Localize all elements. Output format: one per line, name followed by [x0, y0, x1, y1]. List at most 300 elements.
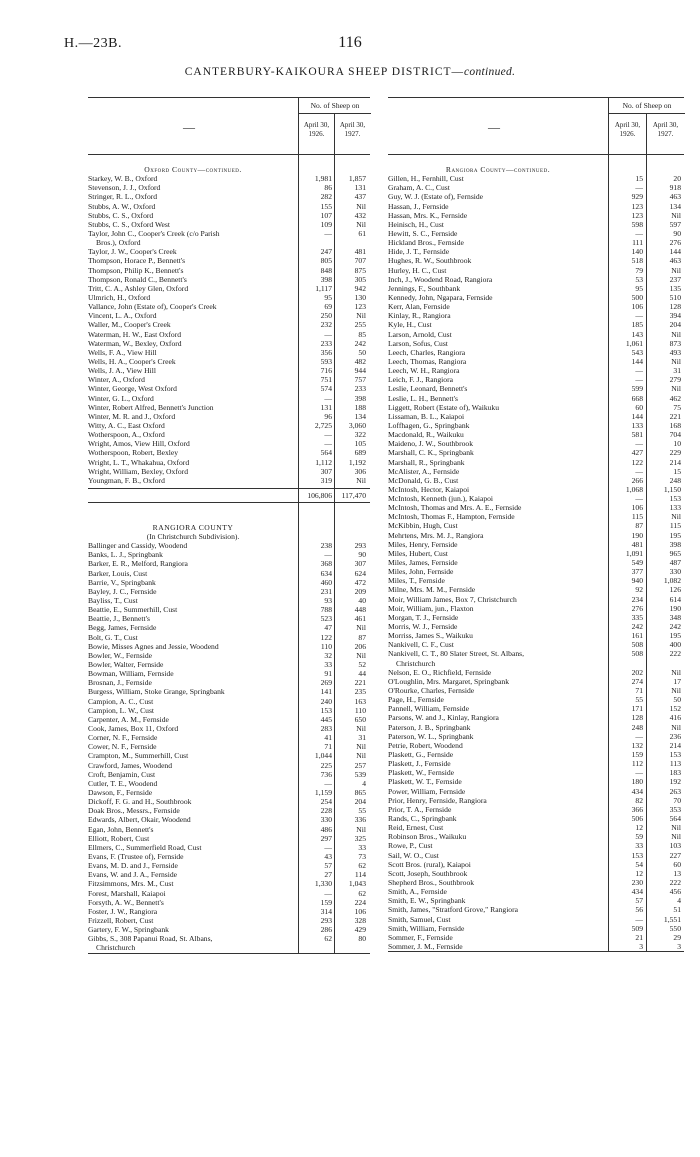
- owner-name: Plaskett, G., Fernside: [388, 750, 454, 759]
- sheep-1927: 15: [673, 466, 681, 476]
- sheep-1926: 238: [320, 541, 332, 551]
- table-row: [88, 394, 370, 403]
- owner-name: Rands, C., Springbank: [388, 813, 457, 823]
- table-row: [88, 806, 370, 815]
- sheep-1926: 240: [320, 696, 332, 706]
- left-column: [88, 97, 370, 954]
- table-row: [388, 467, 684, 476]
- table-row: [88, 357, 370, 366]
- owner-name: Stubbs, C. S., Oxford: [88, 210, 154, 220]
- sheep-1926: 434: [631, 786, 643, 796]
- title-main: CANTERBURY-KAIKOURA SHEEP DISTRICT—: [184, 66, 465, 78]
- sheep-1927: 1,043: [348, 879, 366, 889]
- owner-name: Wright, Amos, View Hill, Oxford: [88, 439, 190, 449]
- owner-name: Hughes, R. W., Southbrook: [388, 256, 472, 266]
- table-row: [388, 832, 684, 841]
- sheep-1926: 15: [635, 174, 643, 184]
- sheep-1926: 109: [320, 219, 332, 229]
- sheep-1926: 319: [320, 475, 332, 485]
- sheep-1926: 242: [631, 622, 643, 632]
- sheep-1927: 131: [354, 183, 366, 193]
- section-heading: Rangiora County—continued.: [445, 165, 551, 174]
- sheep-1927: 481: [354, 247, 366, 257]
- owner-name: Bayliss, T., Cust: [88, 596, 138, 606]
- table-row: [88, 587, 370, 596]
- right-column: [388, 97, 684, 952]
- table-row: [388, 695, 684, 704]
- sheep-1927: 416: [669, 713, 681, 723]
- table-row: [88, 852, 370, 861]
- owner-name: Winter, George, West Oxford: [88, 384, 177, 394]
- sheep-1926: 33: [324, 660, 332, 670]
- owner-name: Scott Bros. (rural), Kaiapoi: [388, 859, 471, 869]
- sheep-1927: 113: [669, 759, 681, 769]
- totals-row: [88, 488, 370, 503]
- table-row: [88, 266, 370, 275]
- table-row: [88, 660, 370, 669]
- table-row: [388, 421, 684, 430]
- table-row: [88, 870, 370, 879]
- table-row: [388, 275, 684, 284]
- sheep-1926: 57: [324, 861, 332, 871]
- owner-name: Waterman, H. W., East Oxford: [88, 329, 182, 339]
- sheep-1927: 461: [354, 614, 366, 624]
- owner-name: Campion, L. W., Cust: [88, 705, 155, 715]
- sheep-1926: —: [324, 842, 332, 852]
- table-row: [388, 713, 684, 722]
- sheep-1927: 4: [362, 778, 366, 788]
- table-row: [88, 448, 370, 457]
- owner-name: Gartery, F. W., Springbank: [88, 925, 169, 935]
- owner-name: Crawford, James, Woodend: [88, 760, 173, 770]
- sheep-1926: 509: [631, 923, 643, 933]
- sheep-1927: Nil: [671, 823, 681, 833]
- owner-name: Milne, Mrs. M. M., Fernside: [388, 585, 476, 595]
- sheep-1927: 195: [669, 530, 681, 540]
- owner-name: Kennedy, John, Ngapara, Fernside: [388, 292, 493, 302]
- table-row: [88, 302, 370, 311]
- table-row: [88, 229, 370, 238]
- sheep-1926: —: [324, 550, 332, 560]
- owner-name: Smith, E. W., Springbank: [388, 896, 466, 906]
- sheep-1927: 1,551: [663, 914, 681, 924]
- sheep-1926: 69: [324, 302, 332, 312]
- sheep-1927: 192: [669, 777, 681, 787]
- sheep-1926: 132: [631, 740, 643, 750]
- table-row: [388, 448, 684, 457]
- sheep-1926: 27: [324, 870, 332, 880]
- sheep-1927: Nil: [671, 667, 681, 677]
- sheep-1926: 133: [631, 420, 643, 430]
- owner-name: Miles, T., Fernside: [388, 576, 445, 586]
- table-row: [388, 805, 684, 814]
- sheep-1927: 263: [669, 786, 681, 796]
- sheep-1927: 539: [354, 769, 366, 779]
- owner-name: Thompson, Philip K., Bennett's: [88, 265, 184, 275]
- sheep-1927: 400: [669, 640, 681, 650]
- sheep-1927: 463: [669, 192, 681, 202]
- sheep-1927: 432: [354, 210, 366, 220]
- sheep-1926: 231: [320, 586, 332, 596]
- table-row: [388, 357, 684, 366]
- owner-name: Inch, J., Woodend Road, Rangiora: [388, 274, 493, 284]
- table-row: [388, 595, 684, 604]
- owner-name: Nankivell, C. T., 80 Slater Street, St. Albans,: [388, 649, 524, 659]
- sheep-1926: 286: [320, 925, 332, 935]
- table-header: [388, 97, 684, 155]
- owner-name: Bolt, G. T., Cust: [88, 632, 138, 642]
- owner-name: Stevenson, J. J., Oxford: [88, 183, 161, 193]
- table-row: [388, 412, 684, 421]
- sheep-1927: 51: [673, 905, 681, 915]
- owner-name: Edwards, Albert, Okair, Woodend: [88, 815, 191, 825]
- table-row: [88, 889, 370, 898]
- sheep-1927: 3,060: [348, 420, 366, 430]
- table-row: [88, 596, 370, 605]
- sheep-1927: 707: [354, 256, 366, 266]
- table-row: [388, 768, 684, 777]
- sheep-1927: 168: [669, 420, 681, 430]
- sheep-1927: 330: [669, 567, 681, 577]
- owner-name: McAlister, A., Fernside: [388, 466, 460, 476]
- sheep-1927: 1,192: [348, 457, 366, 467]
- sheep-1926: 549: [631, 558, 643, 568]
- sheep-1927: 448: [354, 605, 366, 615]
- owner-name: O'Loughlin, Mrs. Margaret, Springbank: [388, 676, 510, 686]
- table-row: [388, 531, 684, 540]
- owner-name: Larson, Sofus, Cust: [388, 338, 448, 348]
- owner-name: Hickland Bros., Fernside: [388, 238, 464, 248]
- sheep-1927: 597: [669, 219, 681, 229]
- sheep-1926: 12: [635, 868, 643, 878]
- owner-name: Starkey, W. B., Oxford: [88, 174, 158, 184]
- sheep-1927: Nil: [671, 329, 681, 339]
- owner-name: Larson, Arnold, Cust: [388, 329, 452, 339]
- sheep-1927: 279: [669, 375, 681, 385]
- sheep-1926: 33: [635, 841, 643, 851]
- sheep-1927: 325: [354, 833, 366, 843]
- sheep-1927: 875: [354, 265, 366, 275]
- sheep-1927: 60: [673, 859, 681, 869]
- sheep-1927: 942: [354, 283, 366, 293]
- sheep-1927: 4: [677, 896, 681, 906]
- sheep-1927: 221: [669, 411, 681, 421]
- table-row: [88, 550, 370, 559]
- table-row: [388, 704, 684, 713]
- owner-name: Plaskett, J., Fernside: [388, 759, 451, 769]
- sheep-1926: 107: [320, 210, 332, 220]
- table-row: [88, 174, 370, 183]
- sheep-1926: 1,061: [625, 338, 643, 348]
- sheep-1926: 368: [320, 559, 332, 569]
- sheep-1926: —: [324, 393, 332, 403]
- sheep-1926: 377: [631, 567, 643, 577]
- sheep-1927: 307: [354, 559, 366, 569]
- sheep-1927: 62: [358, 888, 366, 898]
- sheep-1927: 134: [669, 201, 681, 211]
- sheep-1926: —: [324, 430, 332, 440]
- title-continued: continued.: [464, 66, 516, 78]
- sheep-1926: 940: [631, 576, 643, 586]
- table-row: [88, 779, 370, 788]
- sheep-1927: 463: [669, 256, 681, 266]
- sheep-1927: 322: [354, 430, 366, 440]
- sheep-1927: 40: [358, 596, 366, 606]
- sheep-1927: 1,857: [348, 174, 366, 184]
- sheep-1926: 460: [320, 577, 332, 587]
- table-row: [88, 183, 370, 192]
- owner-name: Bowie, Misses Agnes and Jessie, Woodend: [88, 641, 219, 651]
- owner-name: Elliott, Robert, Cust: [88, 833, 150, 843]
- owner-name: Corner, N. F., Fernside: [88, 733, 158, 743]
- owner-name: Leech, Charles, Rangiora: [388, 347, 466, 357]
- sheep-1926: 144: [631, 356, 643, 366]
- table-row: [388, 869, 684, 878]
- sheep-1926: 225: [320, 760, 332, 770]
- sheep-1927: 144: [669, 247, 681, 257]
- sheep-1926: 848: [320, 265, 332, 275]
- table-row: [88, 293, 370, 302]
- sheep-1926: 266: [631, 475, 643, 485]
- owner-name: Prior, T. A., Fernside: [388, 804, 452, 814]
- table-row: [388, 202, 684, 211]
- owner-name: Moir, William James, Box 7, Christchurch: [388, 594, 517, 604]
- table-row: [88, 348, 370, 357]
- table-row: [388, 549, 684, 558]
- owner-name: Hassan, Mrs. K., Fernside: [388, 210, 468, 220]
- owner-name: Ellmers, C., Summerfield Road, Cust: [88, 842, 202, 852]
- sheep-1926: 508: [631, 649, 643, 659]
- sheep-1926: 356: [320, 347, 332, 357]
- sheep-1926: 41: [324, 733, 332, 743]
- owner-name: Nelson, E. O., Richfield, Fernside: [388, 667, 492, 677]
- sheep-1927: 133: [669, 503, 681, 513]
- sheep-1927: 437: [354, 192, 366, 202]
- table-row: [388, 458, 684, 467]
- sheep-1926: 106: [631, 503, 643, 513]
- sheep-1927: 62: [358, 861, 366, 871]
- owner-name: Morgan, T. J., Fernside: [388, 612, 459, 622]
- owner-name: Hewitt, S. C., Fernside: [388, 228, 458, 238]
- sheep-1927: 328: [354, 915, 366, 925]
- sheep-1927: 90: [673, 228, 681, 238]
- col-1926-header: April 30, 1926.: [608, 113, 646, 154]
- sheep-1926: 232: [320, 320, 332, 330]
- table-row: [388, 851, 684, 860]
- owner-name: Shepherd Bros., Southbrook: [388, 877, 475, 887]
- sheep-1926: 71: [635, 686, 643, 696]
- sheep-1926: 297: [320, 833, 332, 843]
- owner-name: Wells, H. A., Cooper's Creek: [88, 356, 176, 366]
- table-row: [88, 384, 370, 393]
- sheep-1927: 487: [669, 558, 681, 568]
- table-row: [388, 494, 684, 503]
- table-row: [88, 238, 370, 247]
- sheep-1926: 598: [631, 219, 643, 229]
- owner-name: Morris, W. J., Fernside: [388, 622, 458, 632]
- owner-name: Evans, F. (Trustee of), Fernside: [88, 851, 184, 861]
- report-reference: H.—23B.: [64, 36, 122, 51]
- sheep-1926: 736: [320, 769, 332, 779]
- owner-name: Bowler, W., Fernside: [88, 650, 153, 660]
- sheep-1927: 3: [677, 941, 681, 951]
- sheep-1926: 79: [635, 265, 643, 275]
- owner-name: Barker, E. R., Melford, Rangiora: [88, 559, 188, 569]
- table-row: [388, 174, 684, 183]
- table-row: [388, 677, 684, 686]
- table-row: [388, 686, 684, 695]
- owner-name: Witty, A. C., East Oxford: [88, 420, 165, 430]
- sheep-1926: 1,117: [315, 283, 332, 293]
- sheep-1926: 2,725: [314, 420, 332, 430]
- sheep-1926: —: [635, 466, 643, 476]
- sheep-1927: 229: [669, 448, 681, 458]
- table-row: [88, 898, 370, 907]
- sheep-1926: 434: [631, 887, 643, 897]
- table-row: [388, 878, 684, 887]
- table-row: [388, 394, 684, 403]
- owner-name: McIntosh, Hector, Kaiapoi: [388, 484, 470, 494]
- owner-name: Pannell, William, Fernside: [388, 704, 469, 714]
- table-row: [388, 585, 684, 594]
- table-row: [88, 697, 370, 706]
- sheep-1926: —: [324, 888, 332, 898]
- col-1927-header: April 30, 1927.: [646, 113, 684, 154]
- page-number: 116: [338, 34, 362, 51]
- sheep-1927: 87: [358, 632, 366, 642]
- sheep-1926: 53: [635, 274, 643, 284]
- table-row: [88, 211, 370, 220]
- owner-name: Bowman, William, Fernside: [88, 669, 174, 679]
- table-row: [88, 330, 370, 339]
- sheep-1927: 462: [669, 393, 681, 403]
- sheep-1926: 122: [631, 457, 643, 467]
- owner-name: Youngman, F. B., Oxford: [88, 475, 165, 485]
- table-row: [388, 933, 684, 942]
- sheep-1927: 126: [669, 585, 681, 595]
- sheep-1926: 293: [320, 915, 332, 925]
- owner-name: Barrie, V., Springbank: [88, 577, 156, 587]
- sheep-1927: 1,150: [663, 484, 681, 494]
- left-table-body: [88, 155, 370, 954]
- table-row: [88, 320, 370, 329]
- table-row: [388, 796, 684, 805]
- sheep-1927: Nil: [356, 824, 366, 834]
- owner-name: Gillen, H., Fernhill, Cust: [388, 174, 464, 184]
- table-row: [88, 879, 370, 888]
- table-row: [388, 512, 684, 521]
- owner-name: Wotherspoon, Robert, Bexley: [88, 448, 179, 458]
- sheep-1926: 96: [324, 411, 332, 421]
- owner-name: Hassan, J., Fernside: [388, 201, 449, 211]
- owner-name: Leslie, L. H., Bennett's: [388, 393, 458, 403]
- sheep-1927: 52: [358, 660, 366, 670]
- owner-name: Kinlay, R., Rangiora: [388, 311, 451, 321]
- table-row: [388, 604, 684, 613]
- sheep-1926: 93: [324, 596, 332, 606]
- owner-name: Winter, A., Oxford: [88, 375, 145, 385]
- table-row: [388, 942, 684, 951]
- sheep-1927: 242: [354, 338, 366, 348]
- sheep-1927: 123: [354, 302, 366, 312]
- total-1926: 106,806: [307, 490, 332, 500]
- sheep-1927: 152: [669, 704, 681, 714]
- sheep-1926: 427: [631, 448, 643, 458]
- owner-name: Ulmrich, H., Oxford: [88, 292, 151, 302]
- sheep-1927: 130: [354, 292, 366, 302]
- owner-name: Frizzell, Robert, Cust: [88, 915, 154, 925]
- table-row: [388, 622, 684, 631]
- sheep-1926: 307: [320, 466, 332, 476]
- owner-name: Smith, James, "Stratford Grove," Rangiora: [388, 905, 518, 915]
- sheep-1926: 788: [320, 605, 332, 615]
- sheep-1927: Nil: [671, 512, 681, 522]
- sheep-1927: Nil: [356, 650, 366, 660]
- owner-name: Brosnan, J., Fernside: [88, 678, 152, 688]
- table-row: [88, 256, 370, 265]
- sheep-1926: 115: [631, 512, 643, 522]
- table-row: [388, 229, 684, 238]
- sheep-1926: 180: [631, 777, 643, 787]
- table-row: [388, 348, 684, 357]
- owner-name: Liggett, Robert (Estate of), Waikuku: [388, 402, 500, 412]
- table-row: [88, 412, 370, 421]
- owner-name: Barker, Louis, Cust: [88, 568, 148, 578]
- sheep-1926: 1,159: [314, 788, 332, 797]
- sheep-1927: 90: [358, 550, 366, 560]
- owner-name: Winter, Robert Alfred, Bennett's Junction: [88, 402, 214, 412]
- owner-name: Stubbs, A. W., Oxford: [88, 201, 156, 211]
- sheep-1927: 306: [354, 466, 366, 476]
- sheep-1927: 50: [358, 347, 366, 357]
- owner-name: Plaskett, W., Fernside: [388, 768, 455, 778]
- table-row: [88, 476, 370, 485]
- sheep-1926: 56: [635, 905, 643, 915]
- sheep-1927: 353: [669, 804, 681, 814]
- table-row: [88, 614, 370, 623]
- sheep-1927: 75: [673, 402, 681, 412]
- sheep-1927: Nil: [356, 742, 366, 752]
- sheep-1927: Nil: [671, 832, 681, 842]
- owner-name: Begg, James, Fernside: [88, 623, 157, 633]
- owner-name: Hide, J. T., Fernside: [388, 247, 450, 257]
- col-1927-header: April 30, 1927.: [334, 113, 370, 154]
- sheep-1926: 82: [635, 795, 643, 805]
- sheep-1926: 57: [635, 896, 643, 906]
- owner-name: Bros.), Oxford: [96, 238, 141, 248]
- sheep-1926: 751: [320, 375, 332, 385]
- sheep-1926: 190: [631, 530, 643, 540]
- table-row: [88, 467, 370, 476]
- owner-name: Crampton, M., Summerhill, Cust: [88, 751, 189, 761]
- table-row: [388, 723, 684, 732]
- sheep-1926: 131: [320, 402, 332, 412]
- sheep-1927: 944: [354, 366, 366, 376]
- sheep-1927: 429: [354, 925, 366, 935]
- table-row: [88, 678, 370, 687]
- sheep-1926: 314: [320, 906, 332, 916]
- sheep-1926: 481: [631, 539, 643, 549]
- owner-name: Waterman, W., Bexley, Oxford: [88, 338, 182, 348]
- table-row: [388, 841, 684, 850]
- sheep-1927: 128: [669, 302, 681, 312]
- sheep-1927: 394: [669, 311, 681, 321]
- owner-name: Campion, A. C., Cust: [88, 696, 154, 706]
- sheep-1927: 106: [354, 906, 366, 916]
- sheep-1926: 128: [631, 713, 643, 723]
- owner-name: Thompson, Horace P., Bennett's: [88, 256, 186, 266]
- table-row: [88, 815, 370, 824]
